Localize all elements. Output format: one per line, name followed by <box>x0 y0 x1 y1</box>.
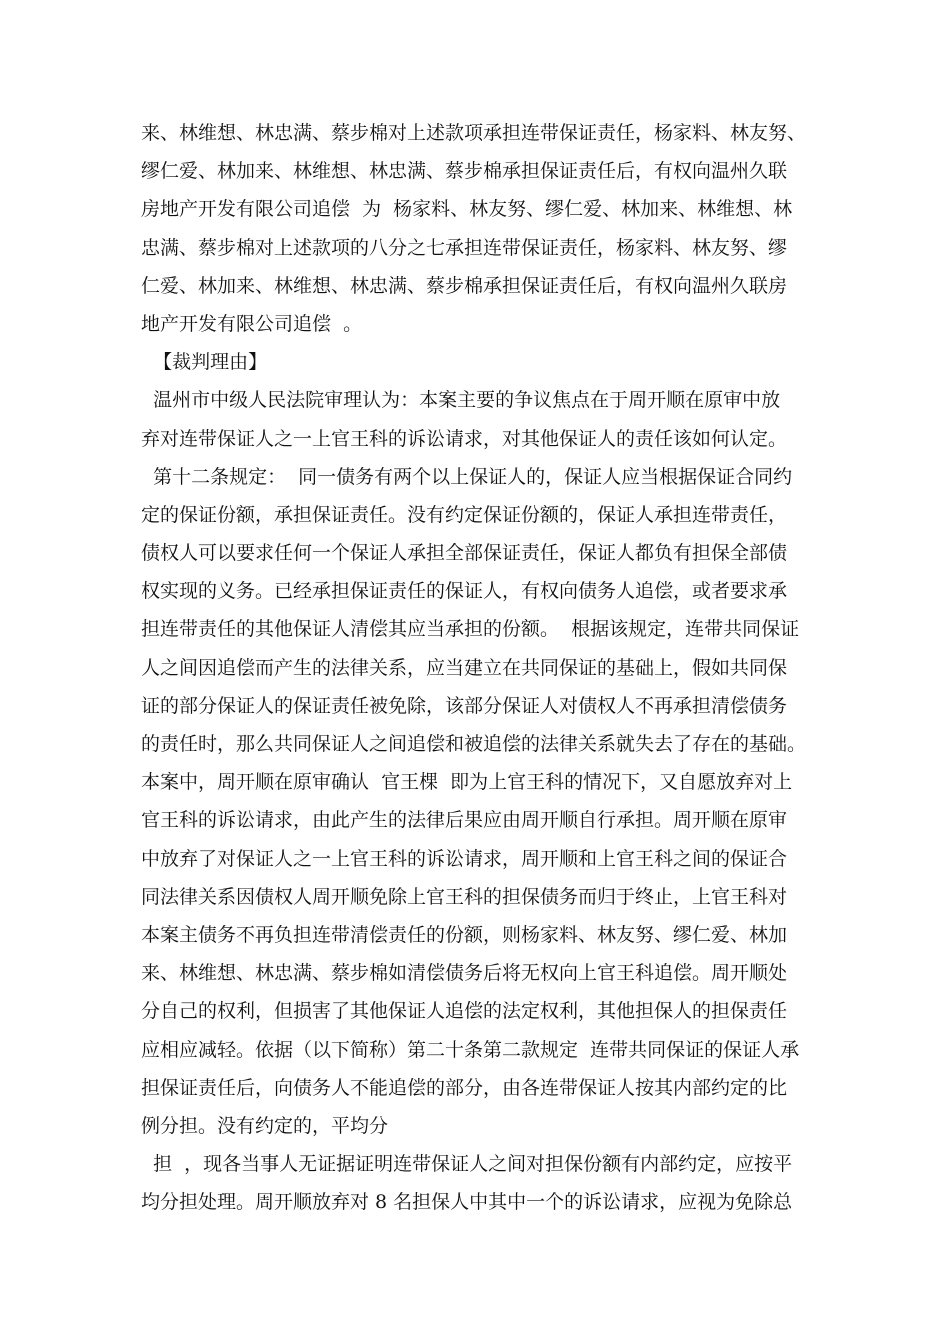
text-line: 担保证责任后，向债务人不能追偿的部分，由各连带保证人按其内部约定的比 <box>141 1076 788 1099</box>
text-line: 担 ，现各当事人无证据证明连带保证人之间对担保份额有内部约定，应按平 <box>141 1153 793 1176</box>
body-text <box>141 114 811 1221</box>
text-line: 本案中，周开顺在原审确认 官王棵 即为上官王科的情况下，又自愿放弃对上 <box>141 771 793 794</box>
text-line: 第十二条规定： 同一债务有两个以上保证人的，保证人应当根据保证合同约 <box>141 465 793 488</box>
text-line: 温州市中级人民法院审理认为：本案主要的争议焦点在于周开顺在原审中放 <box>141 389 781 412</box>
text-line: 人之间因追偿而产生的法律关系，应当建立在共同保证的基础上，假如共同保 <box>141 656 788 679</box>
text-line: 来、林维想、林忠满、蔡步棉如清偿债务后将无权向上官王科追偿。周开顺处 <box>141 962 788 985</box>
text-line: 分自己的权利，但损害了其他保证人追偿的法定权利，其他担保人的担保责任 <box>141 1000 788 1023</box>
text-line: 证的部分保证人的保证责任被免除，该部分保证人对债权人不再承担清偿债务 <box>141 694 788 717</box>
text-line: 权实现的义务。已经承担保证责任的保证人，有权向债务人追偿，或者要求承 <box>141 580 788 603</box>
text-line: 缪仁爱、林加来、林维想、林忠满、蔡步棉承担保证责任后，有权向温州久联 <box>141 160 788 183</box>
text-line: 中放弃了对保证人之一上官王科的诉讼请求，周开顺和上官王科之间的保证合 <box>141 847 788 870</box>
text-line: 的责任时，那么共同保证人之间追偿和被追偿的法律关系就失去了存在的基础。 <box>141 733 807 755</box>
text-line: 均分担处理。周开顺放弃对 8 名担保人中其中一个的诉讼请求，应视为免除总 <box>141 1191 793 1214</box>
text-line: 定的保证份额，承担保证责任。没有约定保证份额的，保证人承担连带责任， <box>141 503 788 526</box>
text-line: 房地产开发有限公司追偿 为 杨家料、林友努、缪仁爱、林加来、林维想、林 <box>141 198 793 221</box>
section-heading: 【裁判理由】 <box>141 351 268 374</box>
text-line: 来、林维想、林忠满、蔡步棉对上述款项承担连带保证责任，杨家料、林友努、 <box>141 122 807 144</box>
text-line: 仁爱、林加来、林维想、林忠满、蔡步棉承担保证责任后，有权向温州久联房 <box>141 274 788 297</box>
text-line: 同法律关系因债权人周开顺免除上官王科的担保债务而归于终止，上官王科对 <box>141 885 788 908</box>
text-line: 应相应减轻。依据（以下简称）第二十条第二款规定 连带共同保证的保证人承 <box>141 1038 800 1061</box>
text-line: 弃对连带保证人之一上官王科的诉讼请求，对其他保证人的责任该如何认定。 <box>141 427 788 450</box>
text-line: 担连带责任的其他保证人清偿其应当承担的份额。 根据该规定，连带共同保证 <box>141 618 800 641</box>
text-line: 地产开发有限公司追偿 。 <box>141 312 363 335</box>
text-line: 债权人可以要求任何一个保证人承担全部保证责任，保证人都负有担保全部债 <box>141 542 788 565</box>
text-line: 官王科的诉讼请求，由此产生的法律后果应由周开顺自行承担。周开顺在原审 <box>141 809 788 832</box>
text-line: 例分担。没有约定的，平均分 <box>141 1114 389 1137</box>
text-line: 本案主债务不再负担连带清偿责任的份额，则杨家料、林友努、缪仁爱、林加 <box>141 923 788 946</box>
text-line: 忠满、蔡步棉对上述款项的八分之七承担连带保证责任，杨家料、林友努、缪 <box>141 236 788 259</box>
